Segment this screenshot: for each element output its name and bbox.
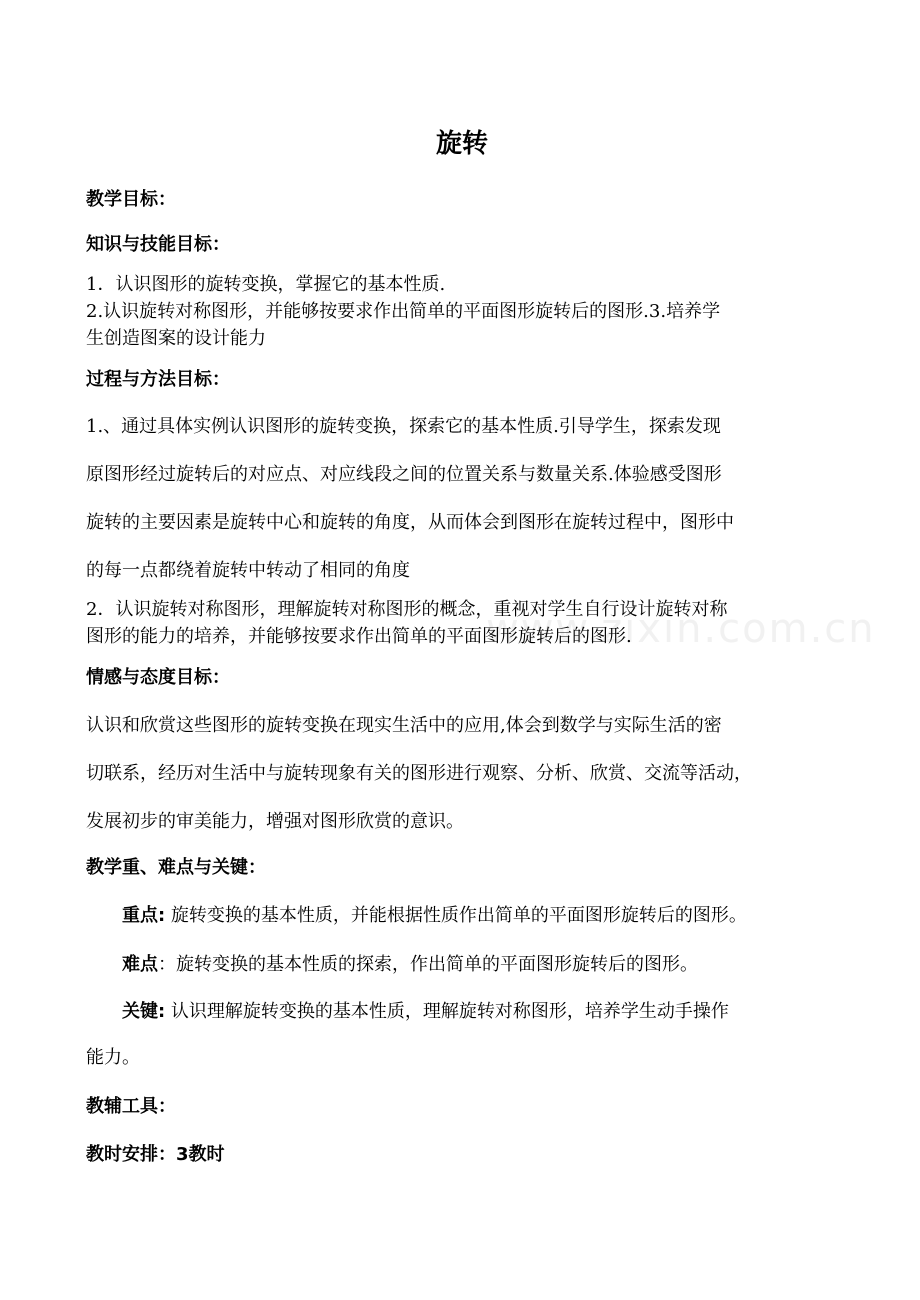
knowledge-line-2: 2.认识旋转对称图形，并能够按要求作出简单的平面图形旋转后的图形.3.培养学	[86, 301, 721, 322]
knowledge-skills-heading: 知识与技能目标：	[86, 234, 230, 255]
page-title: 旋转	[435, 129, 488, 159]
document-page	[86, 0, 838, 1300]
difficulty-label: 难点	[122, 954, 158, 975]
process-line-1: 1.、通过具体实例认识图形的旋转变换，探索它的基本性质.引导学生，探索发现	[86, 416, 721, 437]
key-point-continued	[86, 1044, 838, 1071]
schedule-heading: 教时安排：3教时	[86, 1144, 225, 1165]
emotion-line-2: 切联系，经历对生活中与旋转现象有关的图形进行观察、分析、欣赏、交流等活动，	[86, 763, 752, 784]
emotion-attitude-heading: 情感与态度目标：	[86, 667, 230, 688]
key-points-heading: 教学重、难点与关键：	[86, 857, 266, 878]
emotion-line-3: 发展初步的审美能力，增强对图形欣赏的意识。	[86, 811, 464, 832]
process-paragraph-2	[86, 596, 838, 650]
teaching-tools-heading: 教辅工具：	[86, 1096, 176, 1117]
key-text: 认识理解旋转变换的基本性质，理解旋转对称图形，培养学生动手操作	[165, 1001, 729, 1022]
process-line-2: 原图形经过旋转后的对应点、对应线段之间的位置关系与数量关系.体验感受图形	[86, 464, 722, 485]
knowledge-paragraph	[86, 271, 838, 352]
emotion-paragraph	[86, 702, 838, 846]
key-line-2: 能力。	[86, 1047, 140, 1068]
process-paragraph-1	[86, 403, 838, 595]
process-method-heading: 过程与方法目标：	[86, 369, 230, 390]
process2-line-2: 图形的能力的培养，并能够按要求作出简单的平面图形旋转后的图形.	[86, 626, 632, 647]
teaching-goals-heading: 教学目标：	[86, 189, 176, 210]
difficulty-text: ：旋转变换的基本性质的探索，作出简单的平面图形旋转后的图形。	[158, 954, 698, 975]
knowledge-line-1: 1．认识图形的旋转变换，掌握它的基本性质.	[86, 274, 446, 295]
process-line-3: 旋转的主要因素是旋转中心和旋转的角度，从而体会到图形在旋转过程中，图形中	[86, 512, 734, 533]
process2-line-1: 2．认识旋转对称图形，理解旋转对称图形的概念，重视对学生自行设计旋转对称	[86, 599, 728, 620]
focus-text: 旋转变换的基本性质，并能根据性质作出简单的平面图形旋转后的图形。	[165, 905, 747, 926]
key-label: 关键:	[122, 1001, 166, 1022]
watermark: www.zixin.com.cn	[486, 606, 876, 652]
emotion-line-1: 认识和欣赏这些图形的旋转变换在现实生活中的应用,体会到数学与实际生活的密	[86, 715, 722, 736]
key-point	[122, 998, 729, 1026]
difficulty-point	[122, 951, 698, 979]
focus-label: 重点:	[122, 905, 166, 926]
knowledge-line-3: 生创造图案的设计能力	[86, 328, 266, 349]
focus-point	[122, 902, 747, 930]
process-line-4: 的每一点都绕着旋转中转动了相同的角度	[86, 560, 410, 581]
